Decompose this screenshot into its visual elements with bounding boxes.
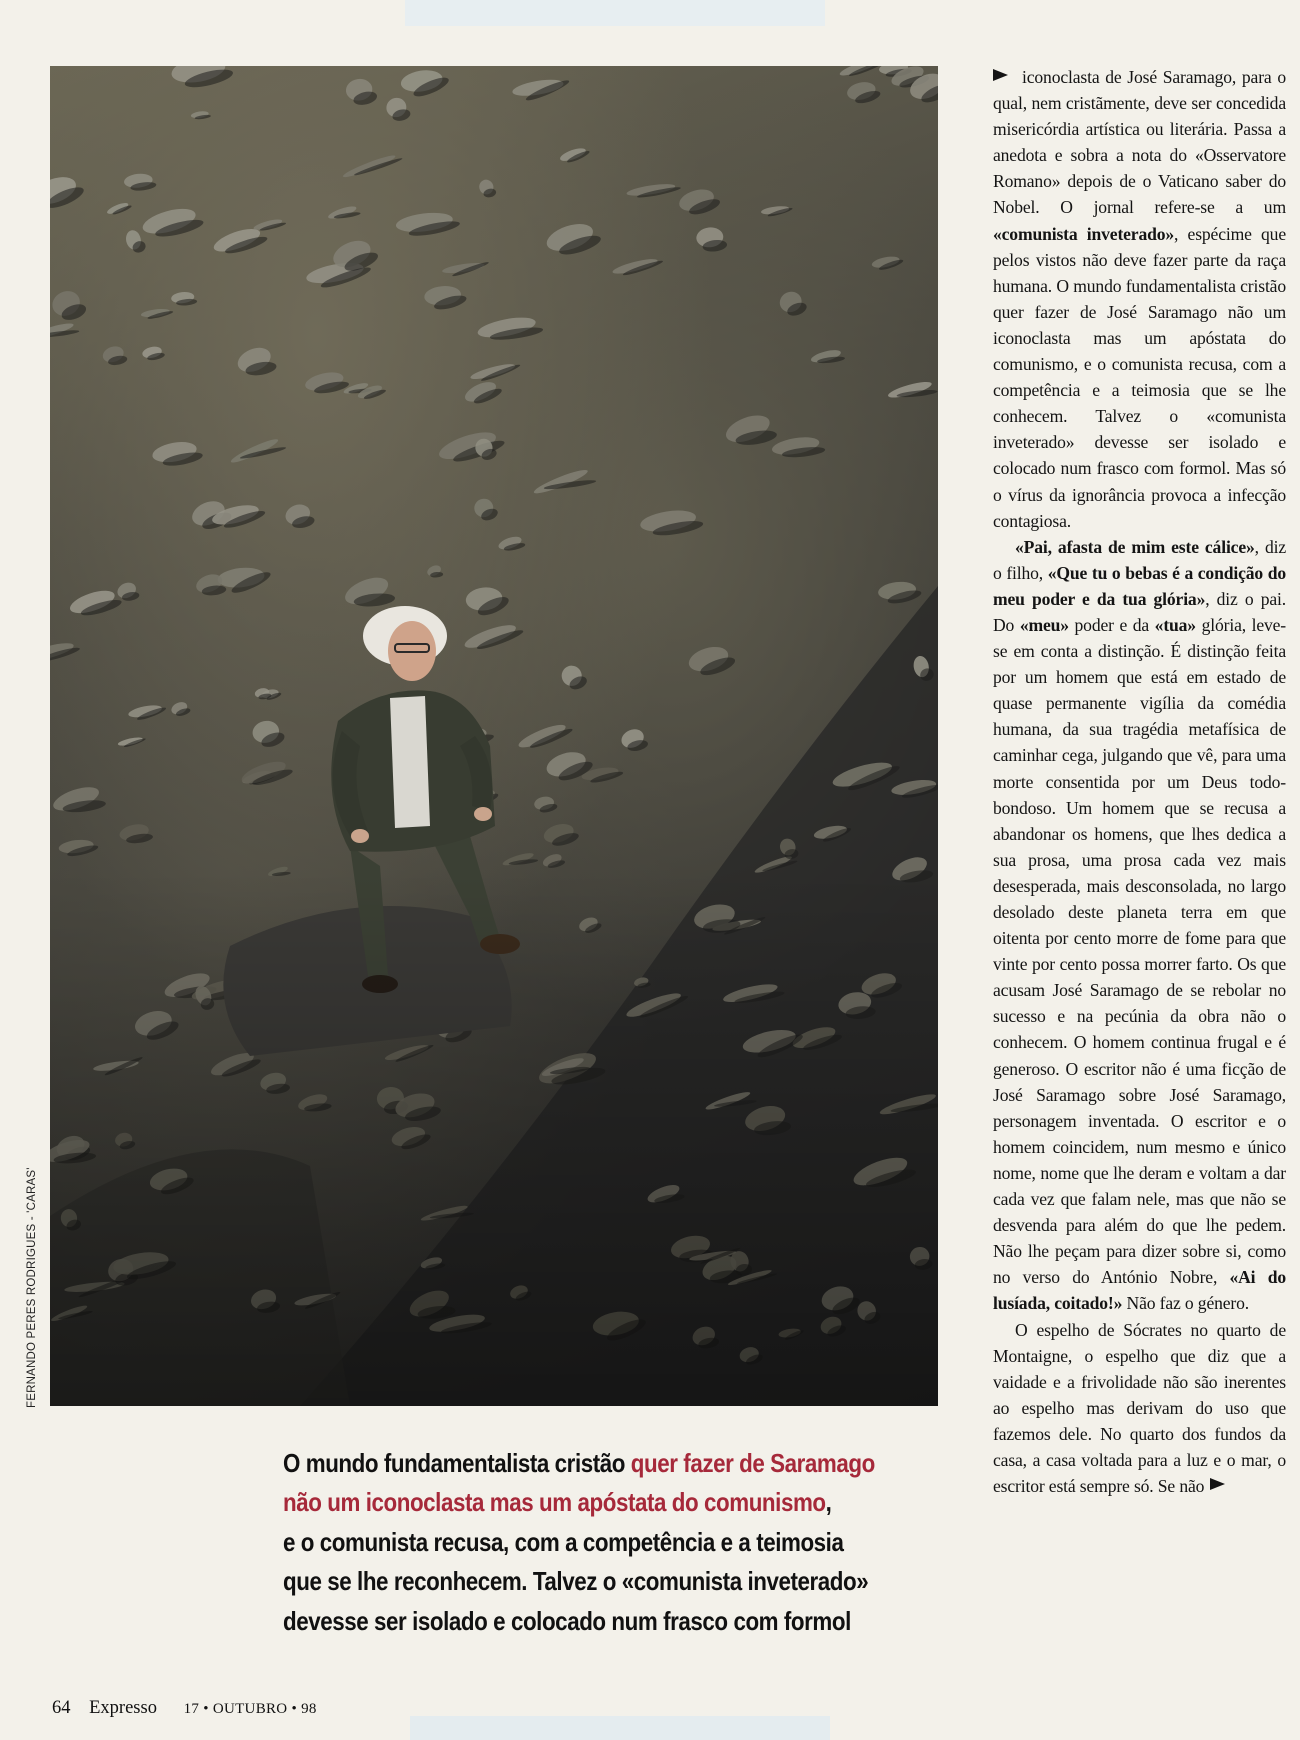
pull-quote-line-5 [283, 1602, 945, 1641]
body-text-run: , diz o pai. Do [993, 588, 1286, 635]
arrow-right-icon [993, 69, 1008, 81]
photo-illustration [50, 66, 938, 1406]
bold-quote-text: «Que tu o bebas é a condição do meu poder e da tua glória» [993, 562, 1286, 609]
bold-quote-text: «meu» [1019, 614, 1069, 635]
body-paragraph-3-text [993, 1320, 1286, 1497]
body-text-run: Não faz o género. [1122, 1293, 1250, 1314]
pull-quote-text: O mundo fundamentalista cristão [283, 1448, 631, 1478]
bold-quote-text: «comunista inveterado» [993, 223, 1175, 244]
body-text-run: O espelho de Sócrates no quarto de Montaigne, o espelho que diz que a vaidade e a frivolidade não são inerentes ao espelho mas derivam do uso que fazemos dele. No quarto dos fundos da casa, a casa voltada para a luz e o mar, o escritor está sempre só. Se não [993, 1319, 1286, 1497]
pull-quote-text: , [825, 1487, 832, 1518]
page-number: 64 [52, 1698, 71, 1718]
page-footer [52, 1698, 317, 1719]
magazine-name: Expresso [89, 1698, 157, 1718]
scan-edge-bottom [410, 1716, 830, 1740]
bold-quote-text: «Ai do lusíada, coitado!» [993, 1267, 1286, 1314]
pull-quote-line-1 [283, 1444, 945, 1483]
pull-quote-highlight: quer fazer de Saramago [630, 1448, 875, 1478]
body-paragraph-2-text [993, 537, 1286, 1314]
body-paragraph-1 [993, 64, 1286, 534]
article-body-column [993, 64, 1286, 1499]
continue-arrow-icon [1210, 1478, 1225, 1490]
photo-vignette [50, 66, 938, 1406]
body-text-run: poder e da [1068, 614, 1155, 635]
bold-quote-text: «Pai, afasta de mim este cálice» [1015, 536, 1255, 557]
body-paragraph-3 [993, 1317, 1286, 1500]
pull-quote [283, 1444, 945, 1641]
pull-quote-line-4 [283, 1562, 945, 1601]
scan-edge-top [405, 0, 825, 26]
pull-quote-text: devesse ser isolado e colocado num frasco com formol [283, 1605, 851, 1636]
pull-quote-text: e o comunista recusa, com a competência e a teimosia [283, 1526, 844, 1557]
bold-quote-text: «tua» [1154, 614, 1196, 635]
body-text-run: , diz o filho, [993, 536, 1286, 583]
body-paragraph-1-text [993, 67, 1286, 531]
issue-date: 17 • OUTUBRO • 98 [183, 1701, 317, 1717]
pull-quote-line-2 [283, 1483, 945, 1522]
pull-quote-text: que se lhe reconhecem. Talvez o «comunista inveterado» [283, 1566, 869, 1597]
body-text-run: glória, leve-se em conta a distinção. É distinção feita por um homem que está em estado de quase permanente vigília da comédia humana, da sua tragédia metafísica de caminhar cega, julgando que vê, para uma morte consentida por um Deus todo-bondoso. Um homem que se recusa a abandonar os homens, que lhes dedica a sua prosa, uma prosa cada vez mais desesperada, mais desconsolada, no largo desolado deste planeta terra em que oitenta por cento morre de fome para que vinte por cento possa morrer farto. Os que acusam José Saramago de se rebolar no sucesso e na pecúnia da obra não o conhecem. O homem continua frugal e é generoso. O escritor não é uma ficção de José Saramago sobre José Saramago, personagem inventada. O escritor e o homem coincidem, num mesmo e único nome, nome que lhe deram e voltam a dar cada vez que falam nele, mas que não se desvenda para além do que lhe pedem. Não lhe peçam para dizer sobre si, como no verso do António Nobre, [993, 614, 1287, 1288]
pull-quote-highlight: não um iconoclasta mas um apóstata do comunismo [283, 1487, 826, 1518]
body-text-run: iconoclasta de José Saramago, para o qual, nem cristãmente, deve ser concedida misericórdia artística ou literária. Passa a anedota e sobra a nota do «Osservatore Romano» depois de o Vaticano saber do Nobel. O jornal refere-se a um [993, 67, 1286, 218]
photo-man-on-lava-slope [50, 66, 938, 1406]
photo-credit: FERNANDO PERES RODRIGUES - 'CARAS' [26, 1167, 38, 1408]
body-text-run: , espécime que pelos vistos não deve fazer parte da raça humana. O mundo fundamentalista cristão quer fazer de José Saramago não um iconoclasta mas um apóstata do comunismo, e o comunista recusa, com a competência e a teimosia que se lhe conhecem. Talvez o «comunista inveterado» devesse ser isolado e colocado num frasco com formol. Mas só o vírus da ignorância provoca a infecção contagiosa. [993, 223, 1286, 531]
body-paragraph-2 [993, 534, 1286, 1317]
pull-quote-line-3 [283, 1523, 945, 1562]
